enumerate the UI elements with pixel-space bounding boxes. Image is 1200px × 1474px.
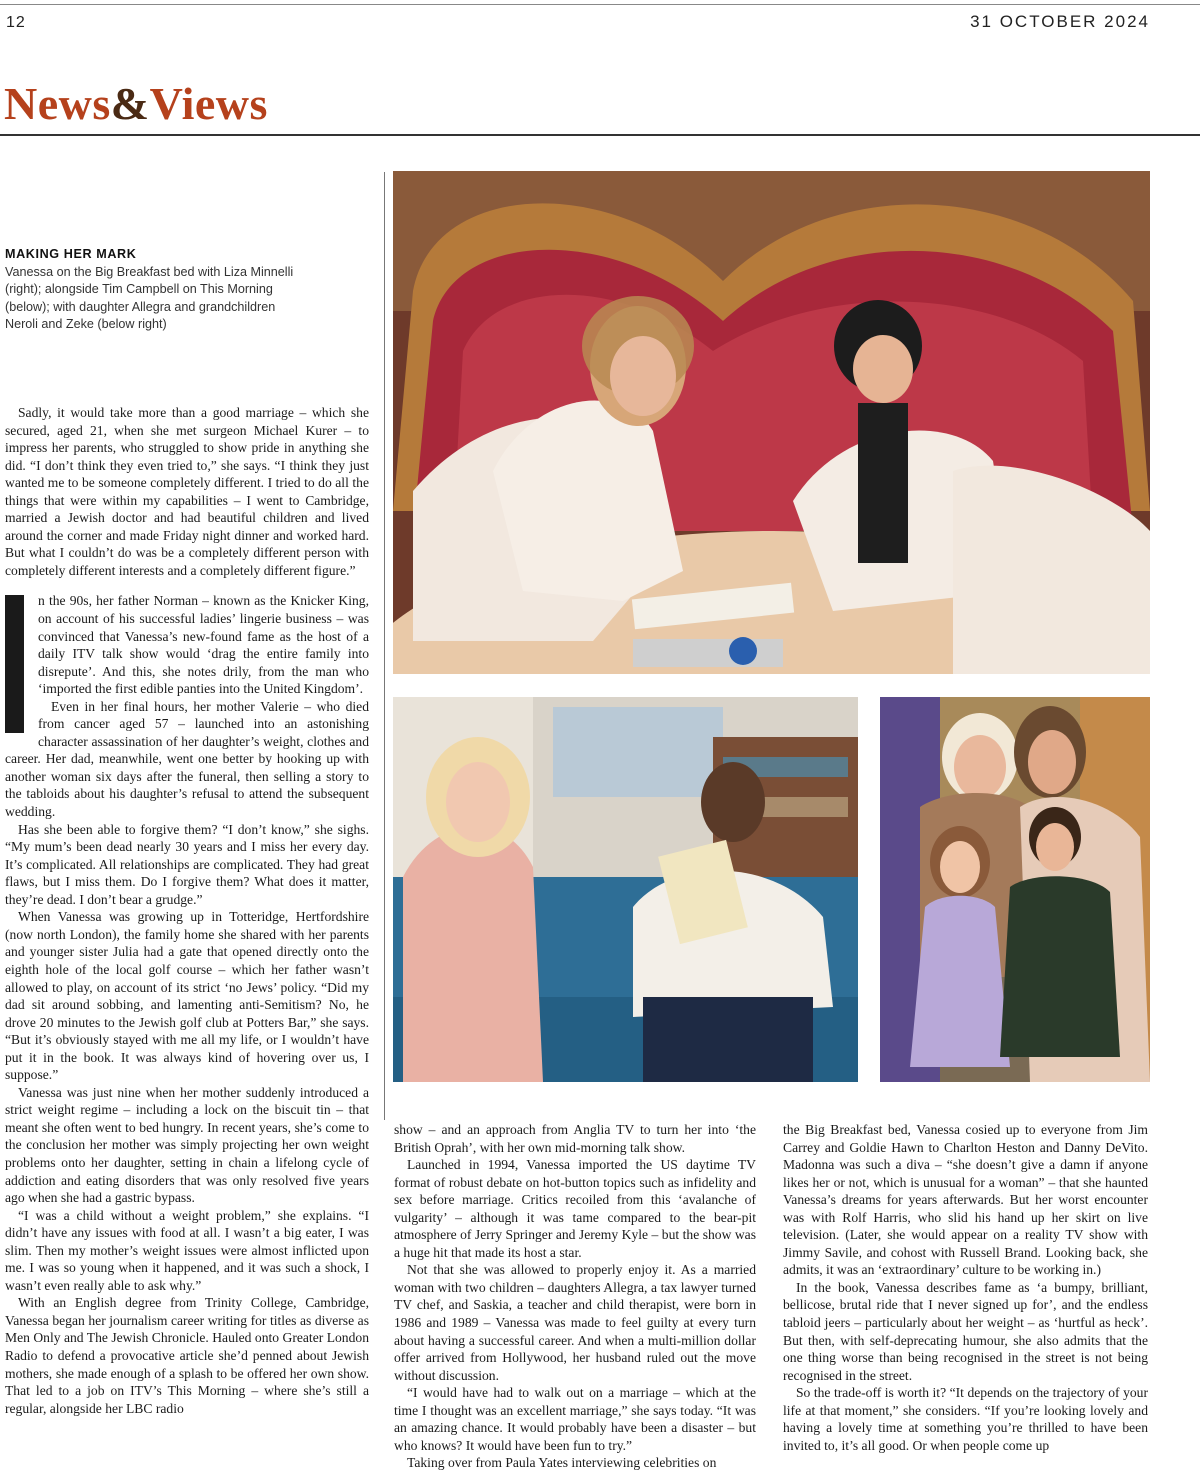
paragraph: “I would have had to walk out on a marriage – which at the time I thought was an excellent marriage,” she says today. “It was an amazing chance. It would probably have been a disaster – but who knows? It would have been fun to try.”	[394, 1385, 756, 1453]
paragraph: Vanessa was just nine when her mother suddenly introduced a strict weight regime – including a lock on the biscuit tin – that meant she often went to bed hungry. In recent years, she’s come to the conclusion her mother was simply projecting her own weight problems onto her daughter, setting in chain a lifelong cycle of addiction and eating disorders that was only resolved five years ago when she had a gastric bypass.	[5, 1084, 369, 1206]
photo-caption	[5, 246, 305, 334]
photo-main	[393, 171, 1150, 674]
photo-bottom-right-image	[880, 697, 1150, 1082]
paragraph: With an English degree from Trinity College, Cambridge, Vanessa began her journalism career writing for titles as diverse as Men Only and The Jewish Chronicle. Hauled onto Greater London Radio to defend a provocative article she’d penned about Jewish mothers, she made enough of a splash to be offered her own show. That led to a job on ITV’s This Morning – where she’s still a regular, alongside her LBC radio	[5, 1295, 369, 1416]
section-title-news: News	[4, 78, 111, 129]
paragraph: Has she been able to forgive them? “I don’t know,” she sighs. “My mum’s been dead nearly 30 years and I miss her every day. It’s complicated. All relationships are complicated. They had great flaws, but I miss them. Do I forgive them? What does it matter, they’re dead. I don’t bear a grudge.”	[5, 821, 369, 907]
masthead-rule	[0, 134, 1200, 136]
section-title-views: Views	[149, 78, 268, 129]
article-column-2	[394, 1121, 756, 1472]
paragraph: When Vanessa was growing up in Totteridge, Hertfordshire (now north London), the family home she shared with her parents and younger sister Julia had a gate that opened directly onto the eighth hole of the local golf course – which her father wasn’t allowed to play, on account of its strict ‘no Jews’ policy. “Did my dad sit around sobbing, and lamenting anti-Semitism? No, he drove 20 minutes to the Jewish golf club at Potters Bar,” she says. “But it’s obviously stayed with me all my life, or I wouldn’t have put it in the book. It was always kind of hovering over us, I suppose.”	[5, 909, 369, 1083]
column-divider	[384, 172, 385, 1120]
paragraph: Not that she was allowed to properly enjoy it. As a married woman with two children – daughters Allegra, a tax lawyer turned TV chef, and Saskia, a teacher and child therapist, were born in 1986 and 1989 – Vanessa was made to feel guilty at every turn about having a successful career. And when a multi-million dollar offer arrived from Hollywood, her husband ruled out the move without discussion.	[394, 1262, 756, 1383]
photo-bottom-right	[880, 697, 1150, 1082]
caption-text: Vanessa on the Big Breakfast bed with Liza Minnelli (right); alongside Tim Campbell on This Morning (below); with daughter Allegra and grandchildren Neroli and Zeke (below right)	[5, 264, 294, 332]
paragraph: Launched in 1994, Vanessa imported the US daytime TV format of robust debate on hot-button topics such as infidelity and sex before marriage. Critics recoiled from this ‘avalanche of vulgarity’ – although it was tame compared to the bear-pit atmosphere of Jerry Springer and Jeremy Kyle – but the show was a huge hit that made its host a star.	[394, 1157, 756, 1260]
photo-bottom-left	[393, 697, 858, 1082]
top-rule	[0, 4, 1200, 5]
paragraph: So the trade-off is worth it? “It depends on the trajectory of your life at that moment,” she considers. “If you’re looking lovely and having a lovely time at something you’re thrilled to have been invited to, it’s all good. Or when people come up	[783, 1385, 1148, 1453]
photo-main-image	[393, 171, 1150, 674]
page-number: 12	[6, 14, 26, 31]
section-title	[4, 76, 268, 132]
article-column-1	[5, 404, 369, 1417]
drop-cap	[5, 595, 24, 733]
paragraph: Taking over from Paula Yates interviewing celebrities on	[407, 1455, 717, 1471]
paragraph: show – and an approach from Anglia TV to turn her into ‘the British Oprah’, with her own mid-morning talk show.	[394, 1122, 756, 1155]
paragraph: Sadly, it would take more than a good marriage – which she secured, aged 21, when she met surgeon Michael Kurer – to impress her parents, who struggled to show pride in anything she did. “I don’t think they even tried to,” she says. “I think they just wanted me to be someone completely different. I tried to do all the things that were within my capabilities – I went to Cambridge, married a Jewish doctor and had beautiful children and lived around the corner and made Friday night dinner and worked hard. But what I couldn’t do was be a completely different person with completely different interests and a completely different figure.”	[5, 405, 369, 578]
paragraph: In the book, Vanessa describes fame as ‘a bumpy, brilliant, bellicose, brutal ride that I never signed up for’, and the endless tabloid jeers – particularly about her weight – as ‘hurtful as heck’. But then, with self-deprecating humour, she also admits that the one thing worse than being recognised in the street is not being recognised in the street.	[783, 1279, 1148, 1383]
paragraph: the Big Breakfast bed, Vanessa cosied up to everyone from Jim Carrey and Goldie Hawn to Charlton Heston and Danny DeVito. Madonna was such a diva – “she doesn’t give a damn if anyone likes her or not, which is unusual for a woman” – that she haunted Vanessa’s dreams for years afterwards. But her worst encounter was with Rolf Harris, who slid his hand up her skirt on live television. (Later, she would appear on a reality TV show with Jimmy Savile, and cohost with Russell Brand. Looking back, she admits, it was an ‘extraordinary’ culture to be working in.)	[783, 1122, 1148, 1278]
paragraph: Even in her final hours, her mother Valerie – who died from cancer aged 57 – launched into an astonishing character assassination of her daughter’s weight, clothes and career. Her dad, meanwhile, went one better by hooking up with another woman six days after the funeral, then selling a story to the tabloids about his daughter’s refusal to attend the subsequent wedding.	[5, 698, 369, 820]
paragraph-text: n the 90s, her father Norman – known as the Knicker King, on account of his successful ladies’ lingerie business – was convinced that Vanessa’s new-found fame as the host of a daily ITV talk show would ‘drag the entire family into disrepute’. And this, she notes drily, from the man who ‘imported the first edible panties into the United Kingdom’.	[38, 593, 369, 697]
photo-bottom-left-image	[393, 697, 858, 1082]
paragraph	[5, 592, 369, 697]
issue-date: 31 OCTOBER 2024	[970, 12, 1150, 31]
article-column-3	[783, 1121, 1148, 1454]
section-title-ampersand: &	[110, 78, 150, 129]
caption-kicker: MAKING HER MARK	[5, 247, 137, 261]
paragraph: “I was a child without a weight problem,” she explains. “I didn’t have any issues with food at all. I wasn’t a big eater, I was slim. Then my mother’s weight issues were almost inflicted upon me. I was so young when it happened, and it was such a shock, I wasn’t even really able to ask why.”	[5, 1207, 369, 1293]
